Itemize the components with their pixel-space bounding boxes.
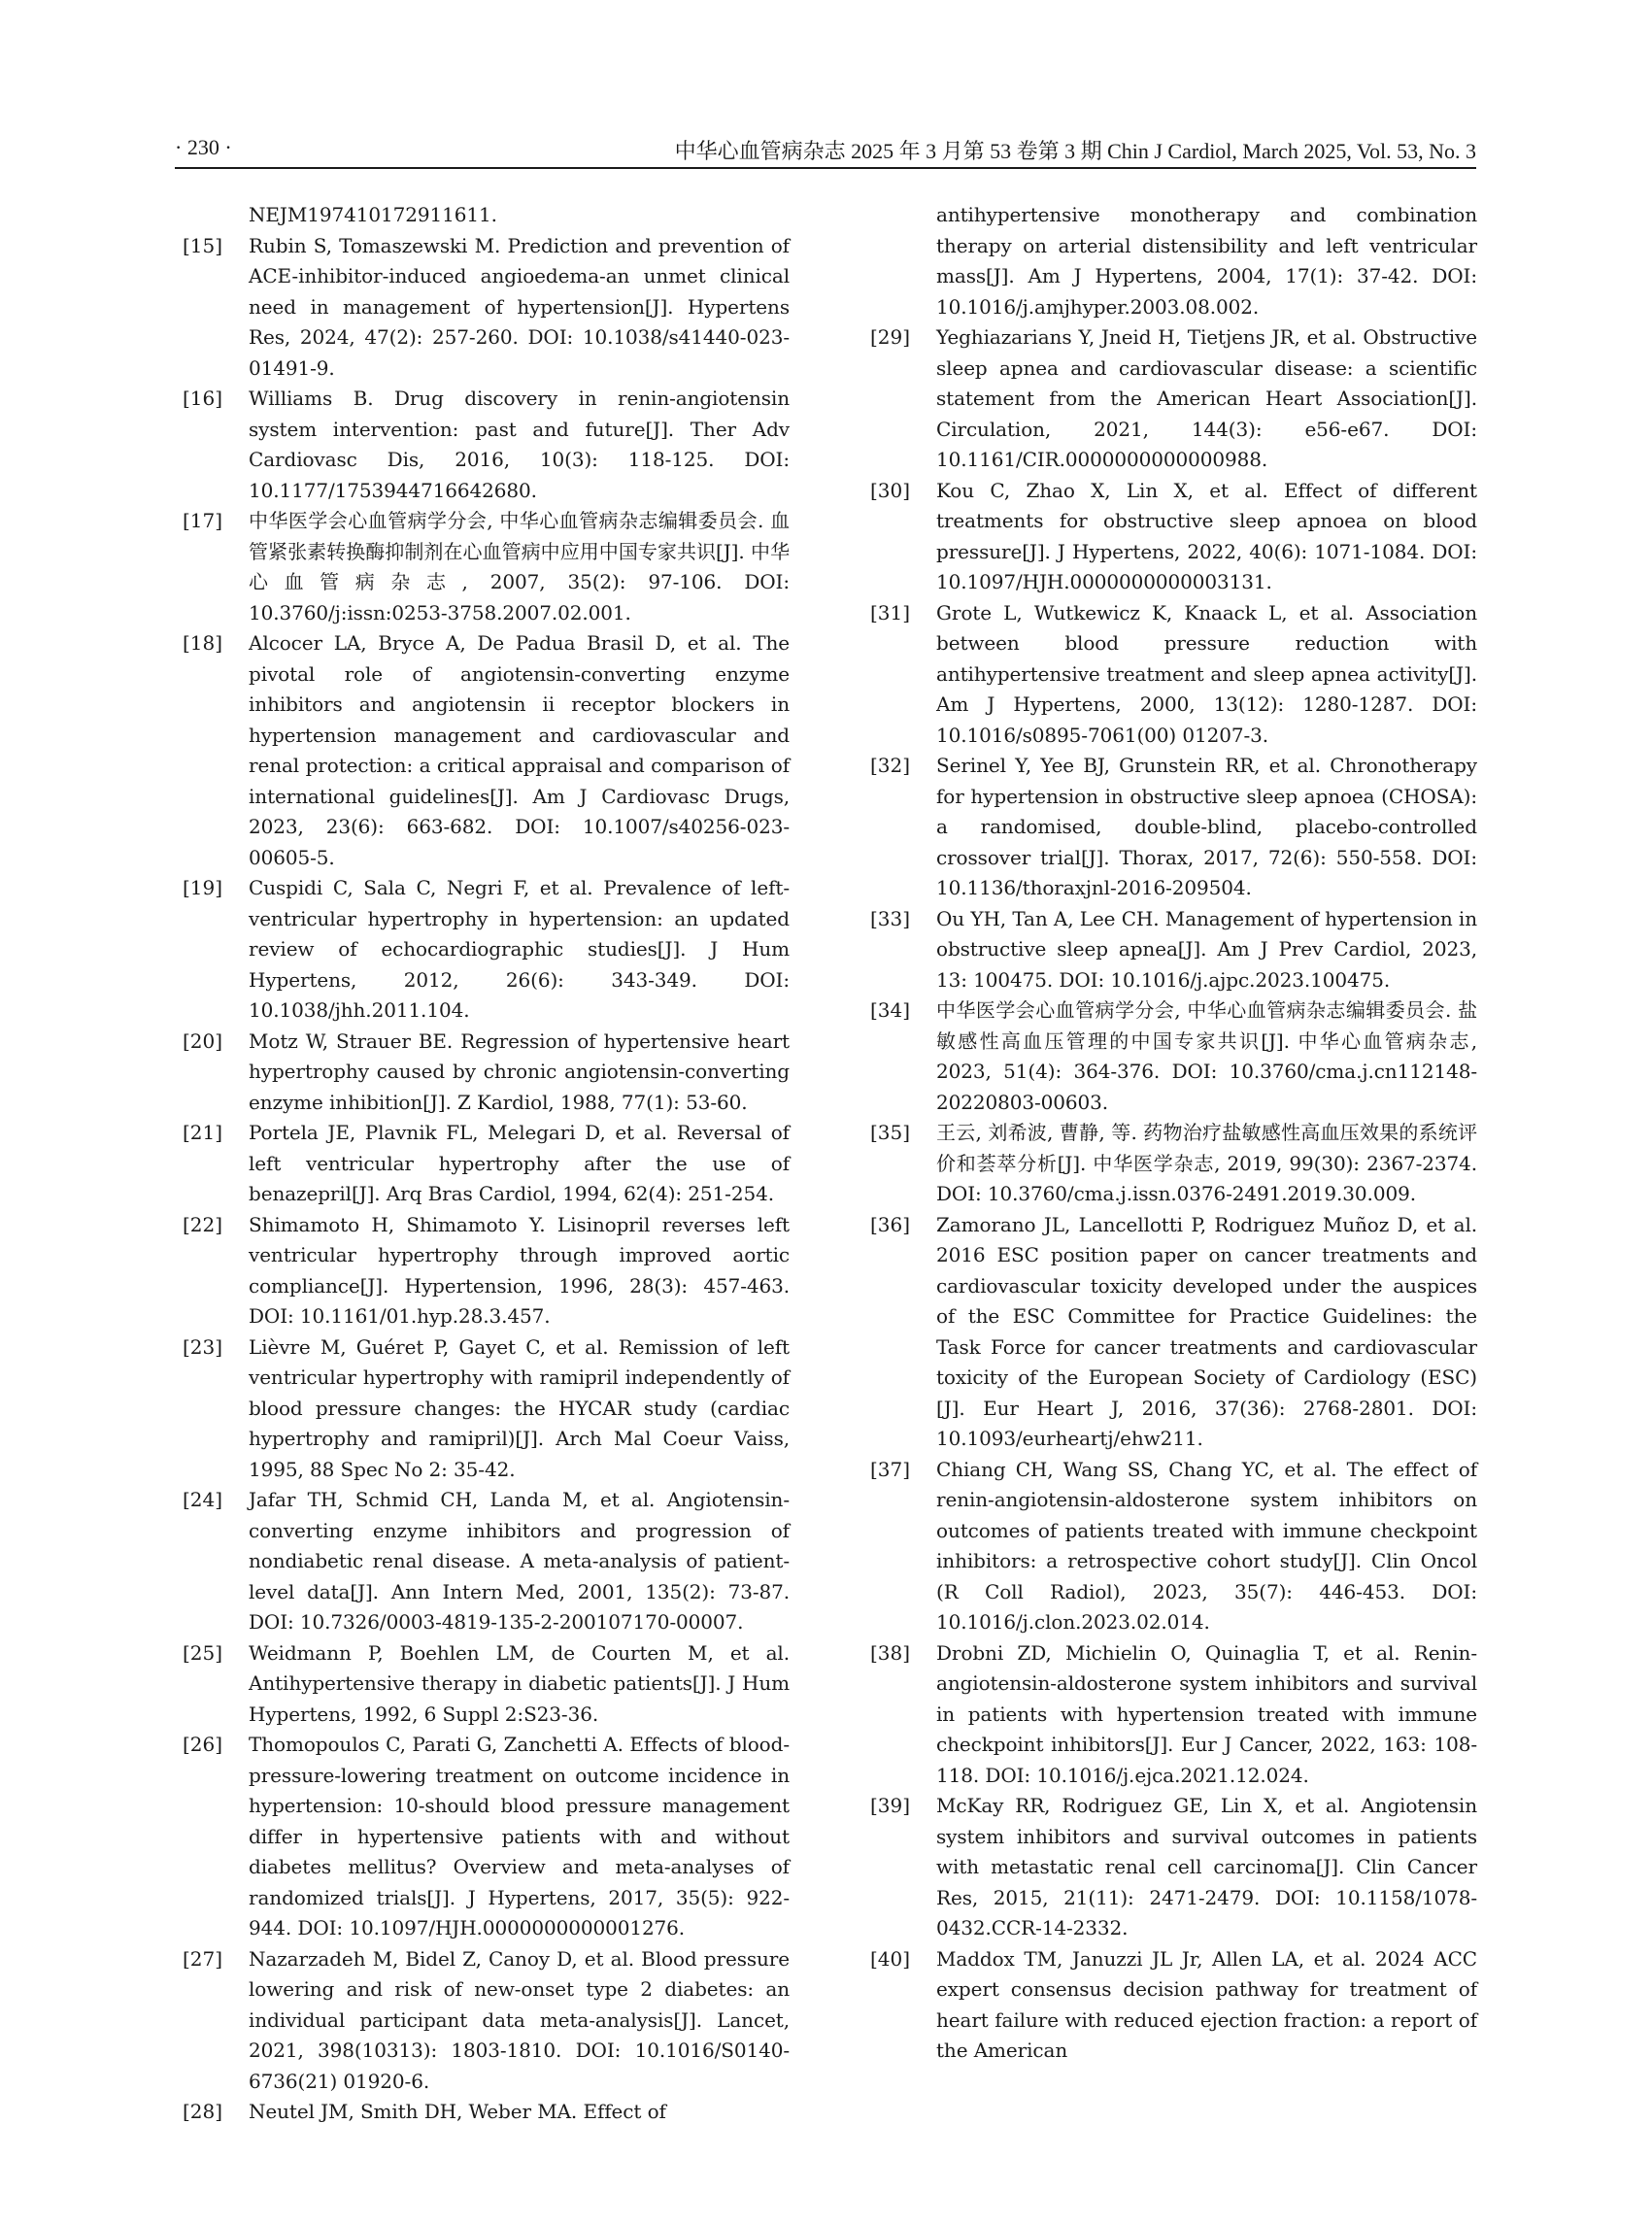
reference-number: [30] — [870, 478, 911, 502]
reference-number: [18] — [183, 631, 223, 655]
reference-number: [15] — [183, 233, 223, 257]
reference-entry — [177, 1638, 790, 1731]
references-left-column — [177, 200, 790, 2128]
reference-entry — [177, 1118, 790, 1210]
reference-entry — [177, 231, 790, 385]
reference-text: Rubin S, Tomaszewski M. Prediction and prevention of ACE-inhibitor-induced angioedema-an unmet clinical need in management of hypertension[J]. Hypertens Res, 2024, 47(2): 257-260. DOI: 10.1038/s41440-023-01491-9. — [249, 233, 790, 380]
reference-entry — [177, 873, 790, 1027]
reference-number: [36] — [870, 1212, 911, 1236]
reference-text: Portela JE, Plavnik FL, Melegari D, et al. Reversal of left ventricular hypertrophy after the use of benazepril[J]. Arq Bras Cardiol, 1994, 62(4): 251-254. — [249, 1121, 790, 1205]
reference-entry — [177, 628, 790, 873]
reference-entry — [177, 1944, 790, 2098]
reference-entry — [864, 322, 1477, 476]
reference-number: [34] — [870, 998, 911, 1022]
reference-entry — [864, 1791, 1477, 1944]
reference-number: [39] — [870, 1794, 911, 1817]
reference-number: [26] — [183, 1733, 223, 1756]
reference-entry — [864, 1210, 1477, 1455]
journal-citation-line: 中华心血管病杂志 2025 年 3 月第 53 卷第 3 期 Chin J Cardiol, March 2025, Vol. 53, No. 3 — [674, 139, 1476, 163]
reference-entry — [864, 751, 1477, 904]
reference-text: Shimamoto H, Shimamoto Y. Lisinopril reverses left ventricular hypertrophy through improved aortic compliance[J]. Hypertension, 1996, 28(3): 457-463. DOI: 10.1161/01.hyp.28.3.457. — [249, 1212, 790, 1328]
reference-text: Cuspidi C, Sala C, Negri F, et al. Prevalence of left-ventricular hypertrophy in hypertension: an updated review of echocardiographic studies[J]. J Hum Hypertens, 2012, 26(6): 343-349. DOI: 10.1038/jhh.2011.104. — [249, 876, 790, 1022]
reference-number: [22] — [183, 1212, 223, 1236]
reference-text: Yeghiazarians Y, Jneid H, Tietjens JR, et al. Obstructive sleep apnea and cardiovascular disease: a scientific statement from the American Heart Association[J]. Circulation, 2021, 144(3): e56-e67. DOI: 10.1161/CIR.0000000000000988. — [936, 325, 1477, 471]
reference-number: [25] — [183, 1640, 223, 1665]
reference-text: 王云, 刘希波, 曹静, 等. 药物治疗盐敏感性高血压效果的系统评价和荟萃分析[J]. 中华医学杂志, 2019, 99(30): 2367-2374. DOI: 10.3760/cma.j.issn.0376-2491.2019.30.009. — [936, 1121, 1477, 1205]
references-right-column — [864, 200, 1477, 2067]
reference-entry — [177, 1485, 790, 1638]
reference-text: Nazarzadeh M, Bidel Z, Canoy D, et al. Blood pressure lowering and risk of new-onset type 2 diabetes: an individual participant data meta-analysis[J]. Lancet, 2021, 398(10313): 1803-1810. DOI: 10.1016/S0140-6736(21) 01920-6. — [249, 1946, 790, 2093]
running-header — [175, 132, 1476, 169]
reference-text: Lièvre M, Guéret P, Gayet C, et al. Remission of left ventricular hypertrophy with ramipril independently of blood pressure changes: the HYCAR study (cardiac hypertrophy and ramipril)[J]. Arch Mal Coeur Vaiss, 1995, 88 Spec No 2: 35-42. — [249, 1334, 790, 1481]
reference-text: Maddox TM, Januzzi JL Jr, Allen LA, et al. 2024 ACC expert consensus decision pathway for treatment of heart failure with reduced ejection fraction: a report of the American — [936, 1946, 1477, 2062]
reference-text: Zamorano JL, Lancellotti P, Rodriguez Muñoz D, et al. 2016 ESC position paper on cancer treatments and cardiovascular toxicity developed under the auspices of the ESC Committee for Practice Guidelines: the Task Force for cancer treatments and cardiovascular toxicity of the European Society of Cardiology (ESC) [J]. Eur Heart J, 2016, 37(36): 2768-2801. DOI: 10.1093/eurheartj/ehw211. — [936, 1212, 1477, 1450]
reference-text: NEJM197410172911611. — [249, 203, 497, 226]
reference-text: Grote L, Wutkewicz K, Knaack L, et al. Association between blood pressure reduction with antihypertensive treatment and sleep apnea activity[J]. Am J Hypertens, 2000, 13(12): 1280-1287. DOI: 10.1016/s0895-7061(00) 01207-3. — [936, 600, 1477, 747]
reference-number: [38] — [870, 1640, 911, 1665]
reference-number: [33] — [870, 906, 911, 930]
reference-text: Williams B. Drug discovery in renin-angiotensin system intervention: past and future[J]. Ther Adv Cardiovasc Dis, 2016, 10(3): 118-125. DOI: 10.1177/1753944716642680. — [249, 387, 790, 502]
reference-number: [28] — [183, 2100, 223, 2123]
reference-number: [16] — [183, 387, 223, 410]
reference-entry — [177, 1332, 790, 1486]
reference-number: [24] — [183, 1488, 223, 1511]
reference-entry — [864, 476, 1477, 598]
reference-text: Neutel JM, Smith DH, Weber MA. Effect of — [249, 2100, 666, 2123]
reference-entry — [177, 1730, 790, 1944]
reference-text: Alcocer LA, Bryce A, De Padua Brasil D, et al. The pivotal role of angiotensin-converting enzyme inhibitors and angiotensin ii receptor blockers in hypertension management and cardiovascular and renal protection: a critical appraisal and comparison of international guidelines[J]. Am J Cardiovasc Drugs, 2023, 23(6): 663-682. DOI: 10.1007/s40256-023-00605-5. — [249, 631, 790, 869]
reference-text: 中华医学会心血管病学分会, 中华心血管病杂志编辑委员会. 血管紧张素转换酶抑制剂在心血管病中应用中国专家共识[J]. 中华心血管病杂志, 2007, 35(2): 97-106. DOI: 10.3760/j:issn:0253-3758.2007.02.001. — [249, 509, 790, 624]
reference-entry — [864, 995, 1477, 1118]
reference-text: 中华医学会心血管病学分会, 中华心血管病杂志编辑委员会. 盐敏感性高血压管理的中国专家共识[J]. 中华心血管病杂志, 2023, 51(4): 364-376. DOI: 10.3760/cma.j.cn112148-20220803-00603. — [936, 998, 1477, 1114]
reference-number: [32] — [870, 754, 911, 777]
reference-entry — [864, 1944, 1477, 2067]
reference-number: [21] — [183, 1121, 223, 1144]
reference-text: Kou C, Zhao X, Lin X, et al. Effect of different treatments for obstructive sleep apnoea on blood pressure[J]. J Hypertens, 2022, 40(6): 1071-1084. DOI: 10.1097/HJH.0000000000003131. — [936, 478, 1477, 593]
reference-text: McKay RR, Rodriguez GE, Lin X, et al. Angiotensin system inhibitors and survival outcomes in patients with metastatic renal cell carcinoma[J]. Clin Cancer Res, 2015, 21(11): 2471-2479. DOI: 10.1158/1078-0432.CCR-14-2332. — [936, 1794, 1477, 1939]
reference-number: [31] — [870, 600, 911, 624]
reference-number: [29] — [870, 325, 911, 349]
reference-number: [19] — [183, 876, 223, 899]
reference-text: Motz W, Strauer BE. Regression of hypertensive heart hypertrophy caused by chronic angiotensin-converting enzyme inhibition[J]. Z Kardiol, 1988, 77(1): 53-60. — [249, 1028, 790, 1114]
reference-entry — [864, 1455, 1477, 1638]
reference-text: Weidmann P, Boehlen LM, de Courten M, et al. Antihypertensive therapy in diabetic patients[J]. J Hum Hypertens, 1992, 6 Suppl 2:S23-36. — [249, 1640, 790, 1726]
reference-entry — [864, 200, 1477, 322]
reference-text: Thomopoulos C, Parati G, Zanchetti A. Effects of blood-pressure-lowering treatment on outcome incidence in hypertension: 10-should blood pressure management differ in hypertensive patients with and without diabetes mellitus? Overview and meta-analyses of randomized trials[J]. J Hypertens, 2017, 35(5): 922-944. DOI: 10.1097/HJH.0000000000001276. — [249, 1733, 790, 1939]
reference-entry — [177, 200, 790, 231]
reference-text: Ou YH, Tan A, Lee CH. Management of hypertension in obstructive sleep apnea[J]. Am J Prev Cardiol, 2023, 13: 100475. DOI: 10.1016/j.ajpc.2023.100475. — [936, 906, 1477, 992]
reference-entry — [177, 1210, 790, 1332]
reference-text: Serinel Y, Yee BJ, Grunstein RR, et al. Chronotherapy for hypertension in obstructive sleep apnoea (CHOSA): a randomised, double-blind, placebo-controlled crossover trial[J]. Thorax, 2017, 72(6): 550-558. DOI: 10.1136/thoraxjnl-2016-209504. — [936, 754, 1477, 899]
reference-entry — [177, 384, 790, 506]
reference-text: antihypertensive monotherapy and combination therapy on arterial distensibility and left ventricular mass[J]. Am J Hypertens, 2004, 17(1): 37-42. DOI: 10.1016/j.amjhyper.2003.08.002. — [936, 203, 1477, 319]
reference-entry — [864, 1118, 1477, 1210]
reference-entry — [177, 506, 790, 628]
reference-text: Chiang CH, Wang SS, Chang YC, et al. The effect of renin-angiotensin-aldosterone system inhibitors on outcomes of patients treated with immune checkpoint inhibitors: a retrospective cohort study[J]. Clin Oncol (R Coll Radiol), 2023, 35(7): 446-453. DOI: 10.1016/j.clon.2023.02.014. — [936, 1457, 1477, 1634]
reference-entry — [864, 598, 1477, 752]
reference-entry — [864, 1638, 1477, 1792]
reference-number: [35] — [870, 1121, 911, 1144]
reference-number: [37] — [870, 1457, 911, 1481]
reference-number: [23] — [183, 1334, 223, 1359]
reference-entry — [864, 904, 1477, 996]
reference-number: [40] — [870, 1946, 911, 1971]
reference-entry — [177, 2097, 790, 2128]
reference-number: [27] — [183, 1946, 223, 1971]
reference-number: [20] — [183, 1028, 223, 1053]
reference-text: Drobni ZD, Michielin O, Quinaglia T, et al. Renin-angiotensin-aldosterone system inhibitors and survival in patients with hypertension treated with immune checkpoint inhibitors[J]. Eur J Cancer, 2022, 163: 108-118. DOI: 10.1016/j.ejca.2021.12.024. — [936, 1640, 1477, 1787]
reference-text: Jafar TH, Schmid CH, Landa M, et al. Angiotensin-converting enzyme inhibitors and progression of nondiabetic renal disease. A meta-analysis of patient-level data[J]. Ann Intern Med, 2001, 135(2): 73-87. DOI: 10.7326/0003-4819-135-2-200107170-00007. — [249, 1488, 790, 1634]
page-number: · 230 · — [175, 135, 232, 159]
reference-entry — [177, 1027, 790, 1119]
reference-number: [17] — [183, 509, 223, 532]
